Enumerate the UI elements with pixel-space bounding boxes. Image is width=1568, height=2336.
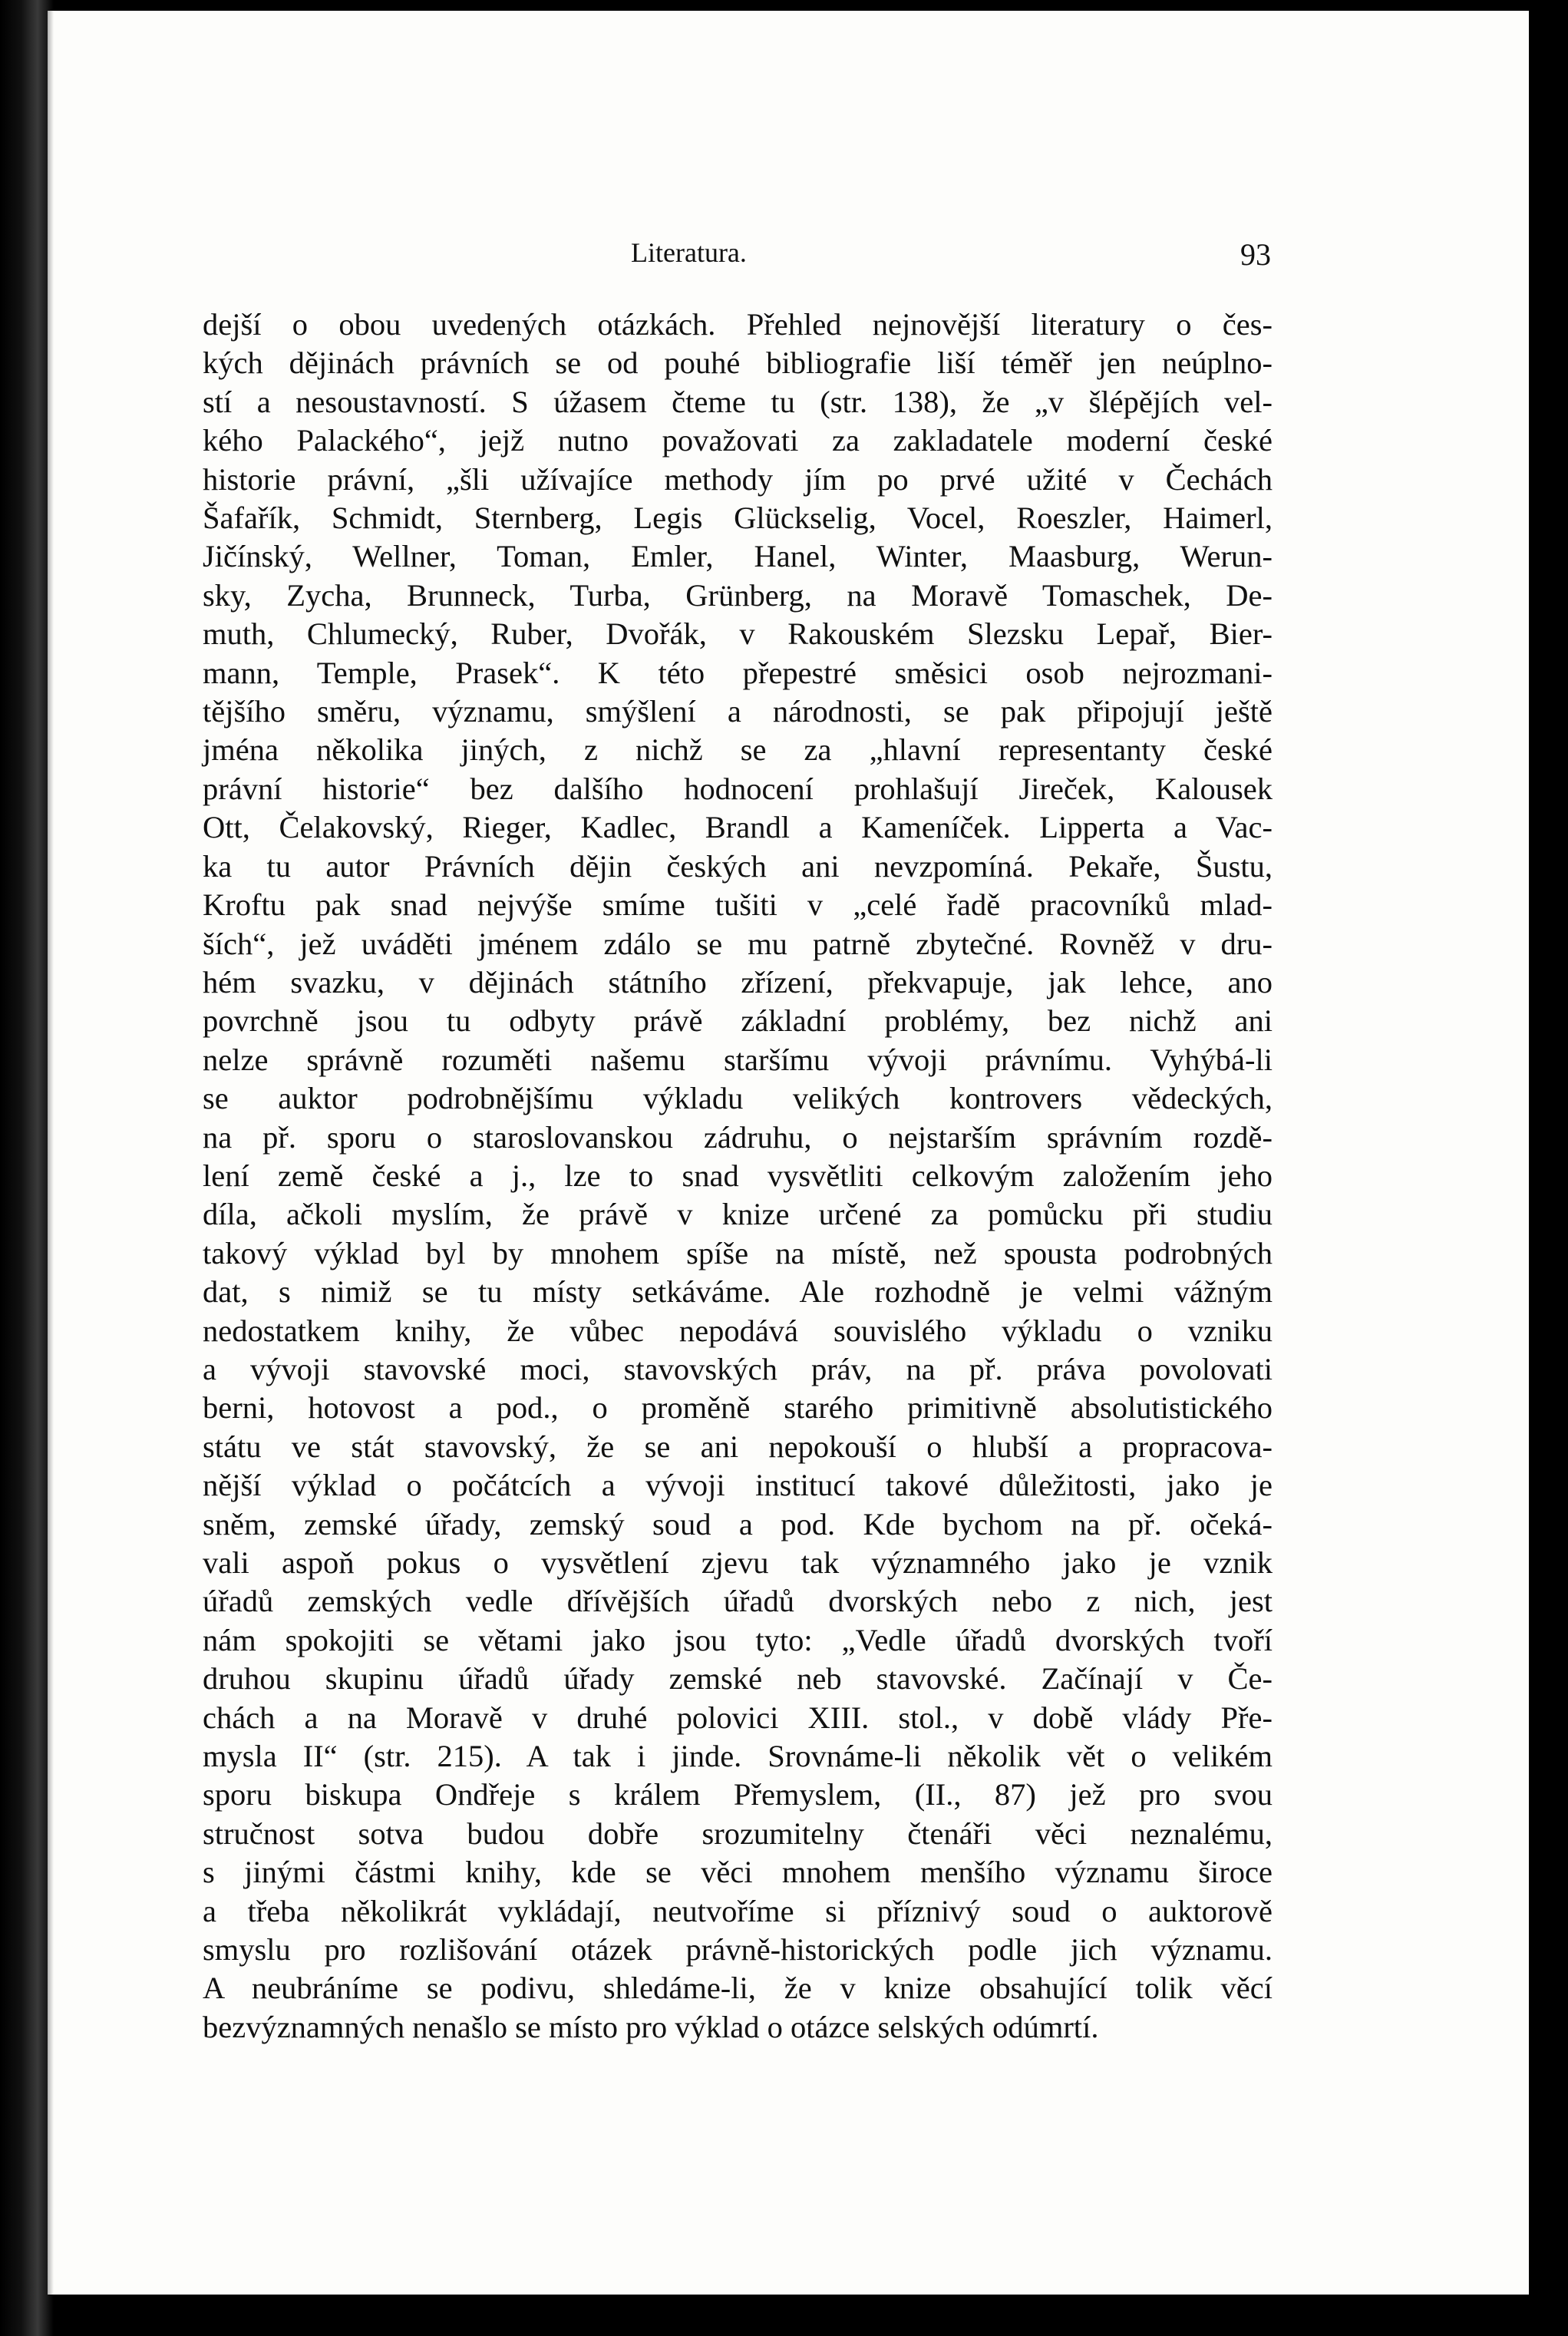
text-line: sky, Zycha, Brunneck, Turba, Grünberg, na Moravě Tomaschek, De- [203, 577, 1273, 613]
text-line: nější výklad o počátcích a vývoji institucí takové důležitosti, jako je [203, 1468, 1273, 1503]
text-line: úřadů zemských vedle dřívějších úřadů dvorských nebo z nich, jest [203, 1584, 1273, 1619]
text-line: Jičínský, Wellner, Toman, Emler, Hanel, Winter, Maasburg, Werun- [203, 539, 1273, 574]
text-line: A neubráníme se podivu, shledáme-li, že v knize obsahující tolik věcí [203, 1971, 1273, 2006]
text-line: nedostatkem knihy, že vůbec nepodává souvislého výkladu o vzniku [203, 1313, 1273, 1348]
text-line: vali aspoň pokus o vysvětlení zjevu tak významného jako je vznik [203, 1545, 1273, 1580]
text-line: druhou skupinu úřadů úřady zemské neb stavovské. Začínají v Če- [203, 1661, 1273, 1697]
text-line: dat, s nimiž se tu místy setkáváme. Ale rozhodně je velmi vážným [203, 1274, 1273, 1310]
text-line: s jinými částmi knihy, kde se věci mnohem menšího významu široce [203, 1855, 1273, 1890]
text-line: se auktor podrobnějšímu výkladu velikých kontrovers vědeckých, [203, 1081, 1273, 1116]
text-line: chách a na Moravě v druhé polovici XIII. stol., v době vlády Pře- [203, 1700, 1273, 1735]
text-line: lení země české a j., lze to snad vysvětliti celkovým založením jeho [203, 1158, 1273, 1193]
text-line: ších“, jež uváděti jménem zdálo se mu patrně zbytečné. Rovněž v dru- [203, 926, 1273, 961]
text-line: a třeba několikrát vykládají, neutvoříme si příznivý soud o auktorově [203, 1893, 1273, 1928]
text-line: na př. sporu o staroslovanskou zádruhu, o nejstarším správním rozdě- [203, 1119, 1273, 1155]
text-line: mysla II“ (str. 215). A tak i jinde. Srovnáme-li několik vět o velikém [203, 1739, 1273, 1774]
text-line: Ott, Čelakovský, Rieger, Kadlec, Brandl a Kameníček. Lipperta a Vac- [203, 810, 1273, 845]
text-line: kého Palackého“, jejž nutno považovati za zakladatele moderní české [203, 423, 1273, 458]
chapter-title: Literatura. [631, 237, 747, 268]
text-line: takový výklad byl by mnohem spíše na místě, než spousta podrobných [203, 1235, 1273, 1270]
text-line: Kroftu pak snad nejvýše smíme tušiti v „celé řadě pracovníků mlad- [203, 887, 1273, 923]
text-line: a vývoji stavovské moci, stavovských práv, na př. práva povolovati [203, 1351, 1273, 1386]
text-line: hém svazku, v dějinách státního zřízení, překvapuje, jak lehce, ano [203, 964, 1273, 999]
text-line: mann, Temple, Prasek“. K této přepestré směsici osob nejrozmani- [203, 655, 1273, 690]
text-line: Šafařík, Schmidt, Sternberg, Legis Glückselig, Vocel, Roeszler, Haimerl, [203, 501, 1273, 536]
text-line: berni, hotovost a pod., o proměně starého primitivně absolutistického [203, 1390, 1273, 1426]
text-line: kých dějinách právních se od pouhé bibliografie liší téměř jen neúplno- [203, 345, 1273, 381]
text-line: sněm, zemské úřady, zemský soud a pod. Kde bychom na př. očeká- [203, 1506, 1273, 1541]
running-header [201, 236, 1306, 275]
text-line: jména několika jiných, z nichž se za „hlavní representanty české [203, 732, 1273, 768]
page-number: 93 [1240, 237, 1271, 272]
text-line: stručnost sotva budou dobře srozumitelny čtenáři věci neznalému, [203, 1816, 1273, 1851]
text-line: dejší o obou uvedených otázkách. Přehled nejnovější literatury o čes- [203, 307, 1273, 342]
text-line: díla, ačkoli myslím, že právě v knize určené za pomůcku při studiu [203, 1197, 1273, 1232]
text-line: sporu biskupa Ondřeje s králem Přemyslem, (II., 87) jež pro svou [203, 1777, 1273, 1812]
binding-shadow [0, 0, 54, 2336]
text-line: historie právní, „šli užívajíce methody jím po prvé užité v Čechách [203, 461, 1273, 497]
text-line: stí a nesoustavností. S úžasem čteme tu (str. 138), že „v šlépějích vel- [203, 384, 1273, 419]
text-line: nám spokojiti se větami jako jsou tyto: „Vedle úřadů dvorských tvoří [203, 1622, 1273, 1657]
text-line: nelze správně rozuměti našemu staršímu vývoji právnímu. Vyhýbá-li [203, 1042, 1273, 1077]
text-line: bezvýznamných nenašlo se místo pro výklad o otázce selských odúmrtí. [203, 2009, 1099, 2044]
text-line: tějšího směru, významu, smýšlení a národnosti, se pak připojují ještě [203, 694, 1273, 729]
text-line: ka tu autor Právních dějin českých ani nevzpomíná. Pekaře, Šustu, [203, 848, 1273, 884]
body-text [203, 306, 1273, 2047]
text-line: muth, Chlumecký, Ruber, Dvořák, v Rakouském Slezsku Lepař, Bier- [203, 616, 1273, 652]
text-line: právní historie“ bez dalšího hodnocení prohlašují Jireček, Kalousek [203, 771, 1273, 806]
text-line: povrchně jsou tu odbyty právě základní problémy, bez nichž ani [203, 1003, 1273, 1039]
text-line: státu ve stát stavovský, že se ani nepokouší o hlubší a propracova- [203, 1429, 1273, 1464]
text-line: smyslu pro rozlišování otázek právně-historických podle jich významu. [203, 1932, 1273, 1968]
